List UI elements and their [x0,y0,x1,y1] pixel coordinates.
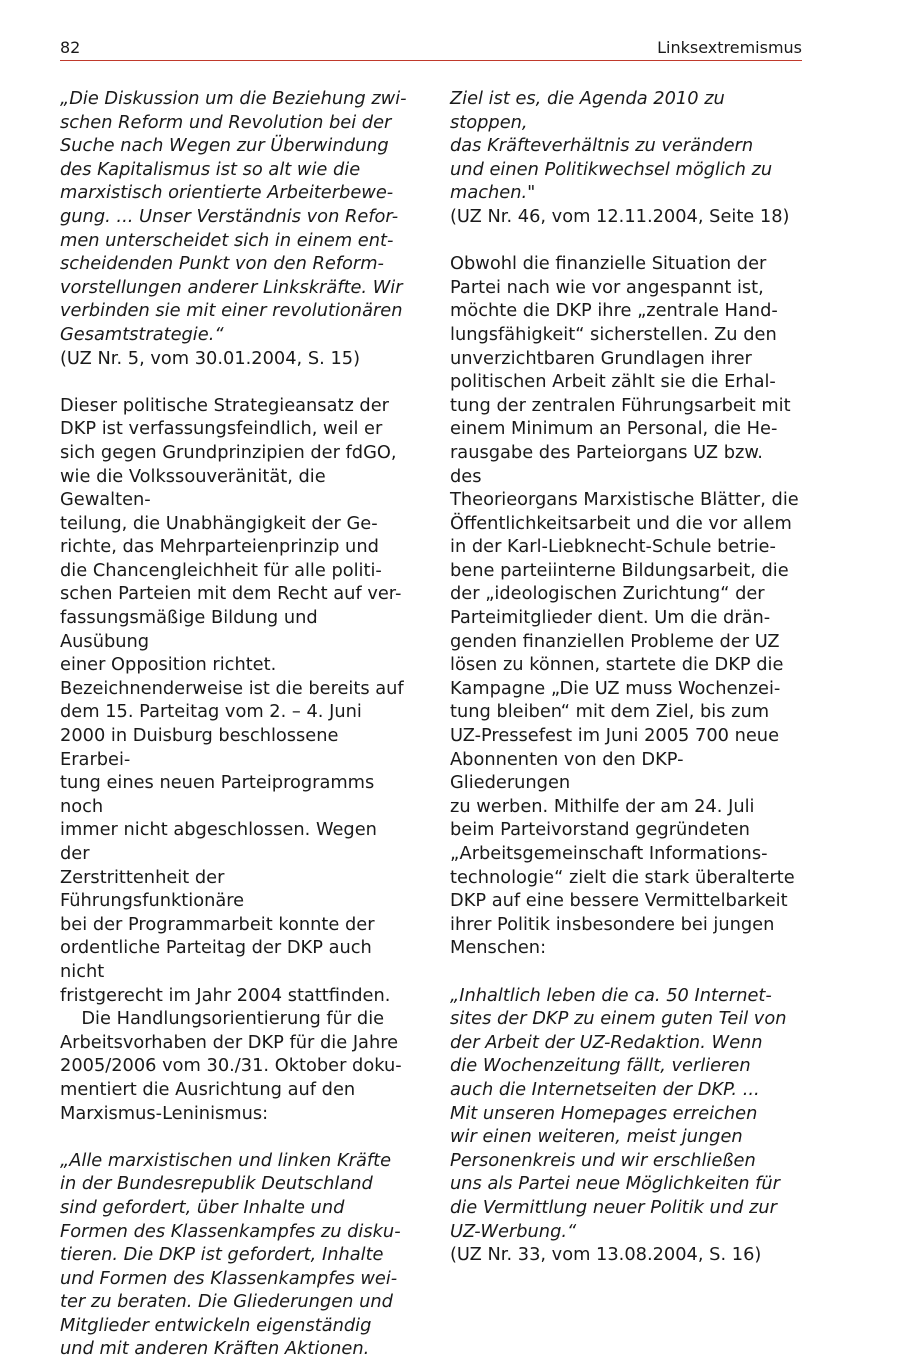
citation-uz-46: (UZ Nr. 46, vom 12.11.2004, Seite 18) [450,205,790,227]
page-number: 82 [60,38,81,57]
paragraph-handlungsorientierung: Die Handlungsorientierung für die Arbeitsvorhaben der DKP für die Jahre 2005/2006 vom 30./31. Oktober doku- mentiert die Ausrichtung auf den Marxismus-Leninismus: [60,1008,402,1124]
paragraph-strategy: Dieser politische Strategieansatz der DKP ist verfassungsfeindlich, weil er sich gegen Grundprinzipien der fdGO, wie die Volkssouveränität, die Gewalten- teilung, die Unabhängigkeit der Ge- richte, das Mehrparteienprinzip und die Chancengleichheit für alle politi- schen Parteien mit dem Recht auf ver- fassungsmäßige Bildung und Ausübung einer Opposition richtet. Bezeichnenderweise ist die bereits auf dem 15. Parteitag vom 2. – 4. Juni 2000 in Duisburg beschlossene Erarbei- tung eines neuen Parteiprogramms noch immer nicht abgeschlossen. Wegen der Zerstrittenheit der Führungsfunktionäre bei der Programmarbeit konnte der ordentliche Parteitag der DKP auch nicht fristgerecht im Jahr 2004 stattfinden. [60,394,404,1006]
quote-internet: „Inhaltlich leben die ca. 50 Internet- sites der DKP zu einem guten Teil von der Arbeit der UZ-Redaktion. Wenn die Wochenzeitung fällt, verlieren auch die Internetseiten der DKP. ... Mit unseren Homepages erreichen wir einen weiteren, meist jungen Personenkreis und wir erschließen uns als Partei neue Möglichkeiten für die Vermittlung neuer Politik und zur UZ-Werbung.“ [450,984,787,1242]
citation-uz-33: (UZ Nr. 33, vom 13.08.2004, S. 16) [450,1244,762,1266]
quote-klassenkampf-continued: Ziel ist es, die Agenda 2010 zu stoppen, das Kräfteverhältnis zu verändern und einen Politikwechsel möglich zu machen." [450,88,773,204]
citation-uz-5: (UZ Nr. 5, vom 30.01.2004, S. 15) [60,347,361,369]
left-column [60,87,410,1361]
page-header [60,36,802,61]
paragraph-finances: Obwohl die finanzielle Situation der Partei nach wie vor angespannt ist, möchte die DKP ihre „zentrale Hand- lungsfähigkeit“ sicherstellen. Zu den unverzichtbaren Grundlagen ihrer politischen Arbeit zählt sie die Erhal- tung der zentralen Führungsarbeit mit einem Minimum an Personal, die He- rausgabe des Parteiorgans UZ bzw. des Theorieorgans Marxistische Blätter, die Öffentlichkeitsarbeit und die vor allem in der Karl-Liebknecht-Schule betrie- bene parteiinterne Bildungsarbeit, die der „ideologischen Zurichtung“ der Parteimitglieder dient. Um die drän- genden finanziellen Probleme der UZ lösen zu können, startete die DKP die Kampagne „Die UZ muss Wochenzei- tung bleiben“ mit dem Ziel, bis zum UZ-Pressefest im Juni 2005 700 neue Abonnenten von den DKP-Gliederungen zu werben. Mithilfe der am 24. Juli beim Parteivorstand gegründeten „Arbeitsgemeinschaft Informations- technologie“ zielt die stark überalterte DKP auf eine bessere Vermittelbarkeit ihrer Politik insbesondere bei jungen Menschen: [450,253,799,959]
running-title: Linksextremismus [657,38,802,57]
quote-reform-revolution: „Die Diskussion um die Beziehung zwi- schen Reform und Revolution bei der Suche nach Wegen zur Überwindung des Kapitalismus ist so alt wie die marxistisch orientierte Arbeiterbewe- gung. ... Unser Verständnis von Refor- men unterscheidet sich in einem ent- scheidenden Punkt von den Reform- vorstellungen anderer Linkskräfte. Wir verbinden sie mit einer revolutionären Gesamtstrategie.“ [60,88,407,345]
right-column [450,87,800,1267]
quote-klassenkampf: „Alle marxistischen und linken Kräfte in der Bundesrepublik Deutschland sind gefordert, über Inhalte und Formen des Klassenkampfes zu disku- tieren. Die DKP ist gefordert, Inhalte und Formen des Klassenkampfes wei- ter zu beraten. Die Gliederungen und Mitglieder entwickeln eigenständig und mit anderen Kräften Aktionen. [60,1149,401,1360]
